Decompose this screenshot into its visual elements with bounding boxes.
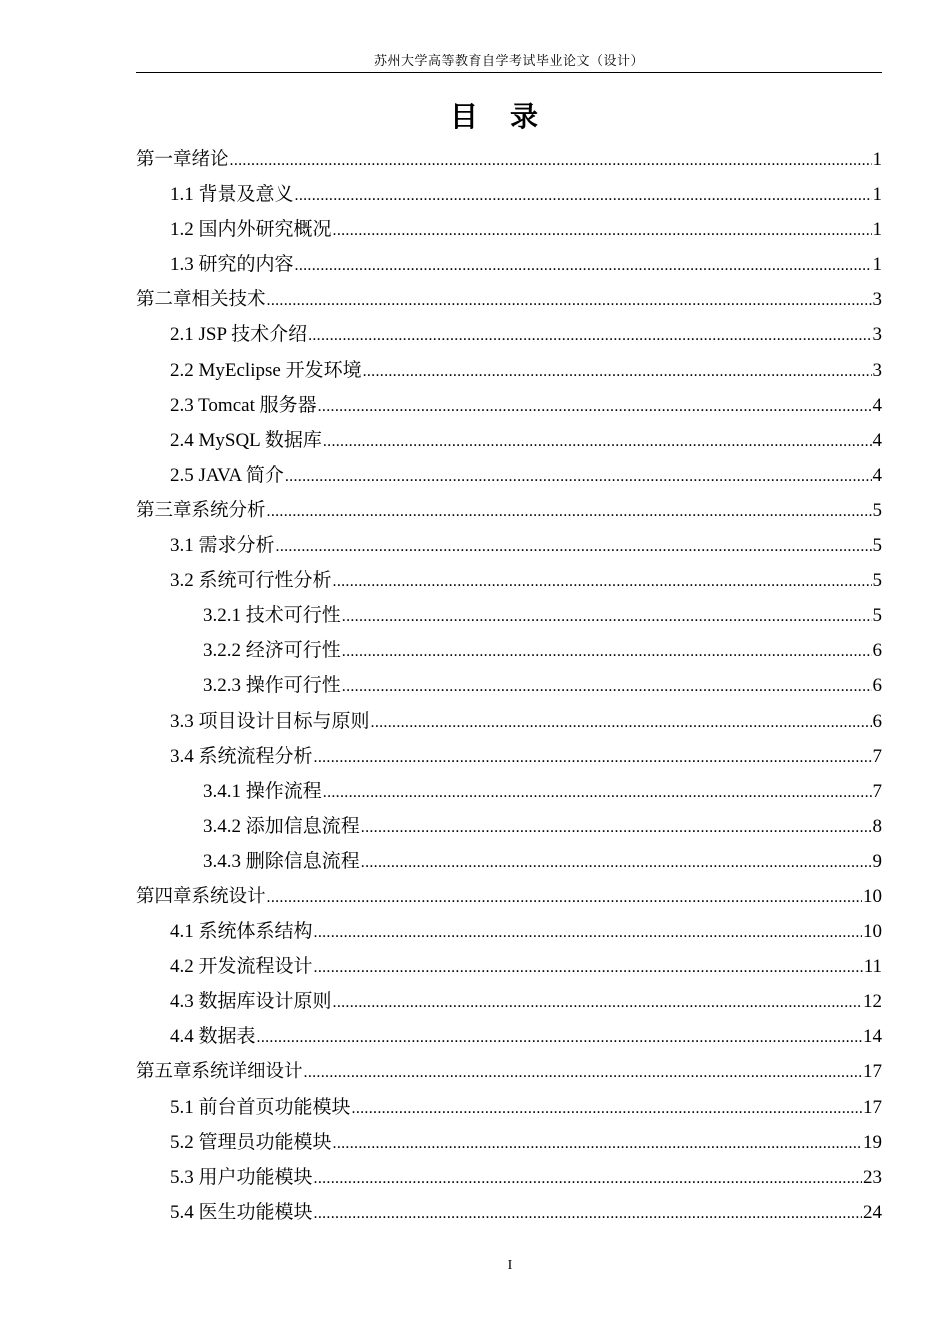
toc-entry-page: 9 [872,850,882,872]
toc-entry-label: 2.1 JSP 技术介绍 [170,324,308,346]
toc-leader-dots [323,424,872,459]
toc-entry[interactable] [136,1054,882,1089]
toc-entry[interactable] [136,879,882,914]
page-number: I [507,1258,513,1273]
toc-entry[interactable] [136,809,882,844]
toc-entry-label: 5.2 管理员功能模块 [170,1131,332,1153]
toc-entry-page: 8 [872,815,882,837]
toc-leader-dots [257,1020,862,1055]
toc-entry-page: 1 [872,219,882,241]
toc-entry[interactable] [136,212,882,247]
toc-leader-dots [314,950,863,985]
toc-entry[interactable] [136,949,882,984]
toc-entry-label: 5.3 用户功能模块 [170,1166,313,1188]
toc-entry-label: 第五章系统详细设计 [136,1061,303,1083]
toc-leader-dots [323,775,872,810]
toc-entry-page: 3 [872,324,882,346]
toc-entry[interactable] [136,844,882,879]
toc-entry-page: 19 [863,1131,882,1153]
toc-entry-label: 2.2 MyEclipse 开发环境 [170,359,362,381]
toc-leader-dots [295,248,872,283]
toc-entry[interactable] [136,1195,882,1230]
toc-entry[interactable] [136,984,882,1019]
toc-leader-dots [267,880,862,915]
toc-leader-dots [333,213,872,248]
toc-leader-dots [285,459,872,494]
toc-entry-page: 5 [872,499,882,521]
toc-leader-dots [314,915,862,950]
toc-leader-dots [295,178,872,213]
toc-entry-label: 3.4.2 添加信息流程 [203,815,360,837]
toc-entry-label: 4.4 数据表 [170,1026,256,1048]
toc-entry[interactable] [136,633,882,668]
toc-entry-page: 17 [863,1061,882,1083]
toc-leader-dots [230,143,872,178]
toc-entry-page: 7 [872,745,882,767]
toc-entry[interactable] [136,914,882,949]
toc-entry-page: 3 [872,359,882,381]
toc-entry-page: 1 [872,149,882,170]
toc-leader-dots [267,494,872,529]
toc-leader-dots [361,810,872,845]
toc-entry-label: 3.2.3 操作可行性 [203,675,341,697]
toc-entry-label: 第二章相关技术 [136,289,266,311]
page-header: 苏州大学高等教育自学考试毕业论文（设计） [136,50,882,73]
toc-leader-dots [342,599,872,634]
toc-entry[interactable] [136,1090,882,1125]
toc-entry[interactable] [136,668,882,703]
toc-entry-page: 24 [863,1201,882,1223]
toc-entry-page: 17 [863,1096,882,1118]
toc-leader-dots [333,564,872,599]
toc-leader-dots [314,1161,862,1196]
toc-entry-label: 5.1 前台首页功能模块 [170,1096,351,1118]
toc-entry-label: 1.3 研究的内容 [170,254,294,276]
toc-entry-page: 4 [872,429,882,451]
toc-leader-dots [304,1055,862,1090]
toc-entry-label: 3.4.3 删除信息流程 [203,850,360,872]
toc-entry-label: 1.1 背景及意义 [170,184,294,206]
toc-entry-page: 7 [872,780,882,802]
toc-entry[interactable] [136,774,882,809]
toc-entry-page: 5 [872,535,882,557]
toc-leader-dots [342,669,872,704]
toc-leader-dots [267,283,872,318]
toc-entry[interactable] [136,282,882,317]
toc-entry-page: 4 [872,394,882,416]
toc-entry[interactable] [136,1160,882,1195]
toc-entry[interactable] [136,458,882,493]
toc-entry-label: 4.1 系统体系结构 [170,921,313,943]
toc-entry-label: 3.1 需求分析 [170,535,275,557]
toc-leader-dots [361,845,872,880]
toc-entry-label: 第三章系统分析 [136,499,266,521]
toc-entry-page: 5 [872,570,882,592]
toc-entry-page: 6 [872,675,882,697]
toc-entry-label: 3.2.2 经济可行性 [203,640,341,662]
table-of-contents [136,142,882,1230]
toc-entry-page: 4 [872,464,882,486]
toc-entry[interactable] [136,177,882,212]
toc-entry-page: 10 [863,885,882,907]
toc-leader-dots [363,354,872,389]
toc-leader-dots [276,529,872,564]
toc-leader-dots [318,389,872,424]
toc-entry-label: 3.2 系统可行性分析 [170,570,332,592]
toc-entry-label: 3.2.1 技术可行性 [203,605,341,627]
toc-entry-label: 2.4 MySQL 数据库 [170,429,322,451]
toc-entry[interactable] [136,528,882,563]
page-title: 目录 [449,102,570,133]
toc-leader-dots [314,740,872,775]
toc-entry-page: 1 [872,184,882,206]
toc-entry-page: 3 [872,289,882,311]
toc-leader-dots [371,705,872,740]
toc-entry-label: 5.4 医生功能模块 [170,1201,313,1223]
toc-entry-page: 23 [863,1166,882,1188]
toc-entry-label: 2.5 JAVA 简介 [170,464,284,486]
toc-entry[interactable] [136,598,882,633]
toc-entry[interactable] [136,1019,882,1054]
toc-entry-label: 1.2 国内外研究概况 [170,219,332,241]
toc-entry-page: 12 [863,991,882,1013]
toc-leader-dots [333,985,862,1020]
toc-entry[interactable] [136,142,882,177]
toc-entry[interactable] [136,739,882,774]
toc-entry-label: 3.4.1 操作流程 [203,780,322,802]
toc-entry[interactable] [136,423,882,458]
toc-entry-page: 1 [872,254,882,276]
toc-entry-label: 第一章绪论 [136,149,229,170]
toc-entry[interactable] [136,247,882,282]
toc-entry[interactable] [136,353,882,388]
toc-leader-dots [308,318,871,353]
toc-entry-label: 2.3 Tomcat 服务器 [170,394,317,416]
toc-entry-label: 3.4 系统流程分析 [170,745,313,767]
toc-entry-page: 5 [872,605,882,627]
toc-entry-label: 4.2 开发流程设计 [170,956,313,978]
toc-leader-dots [333,1126,862,1161]
toc-entry-label: 4.3 数据库设计原则 [170,991,332,1013]
toc-entry-page: 14 [863,1026,882,1048]
toc-entry-page: 10 [863,921,882,943]
toc-entry[interactable] [136,1125,882,1160]
toc-entry[interactable] [136,704,882,739]
toc-entry[interactable] [136,493,882,528]
toc-leader-dots [342,634,872,669]
toc-leader-dots [314,1196,862,1231]
toc-entry-label: 3.3 项目设计目标与原则 [170,710,370,732]
toc-entry-page: 11 [863,956,882,978]
toc-entry[interactable] [136,388,882,423]
toc-leader-dots [352,1091,862,1126]
toc-entry[interactable] [136,317,882,352]
toc-entry[interactable] [136,563,882,598]
toc-entry-page: 6 [872,640,882,662]
toc-entry-label: 第四章系统设计 [136,885,266,907]
toc-entry-page: 6 [872,710,882,732]
